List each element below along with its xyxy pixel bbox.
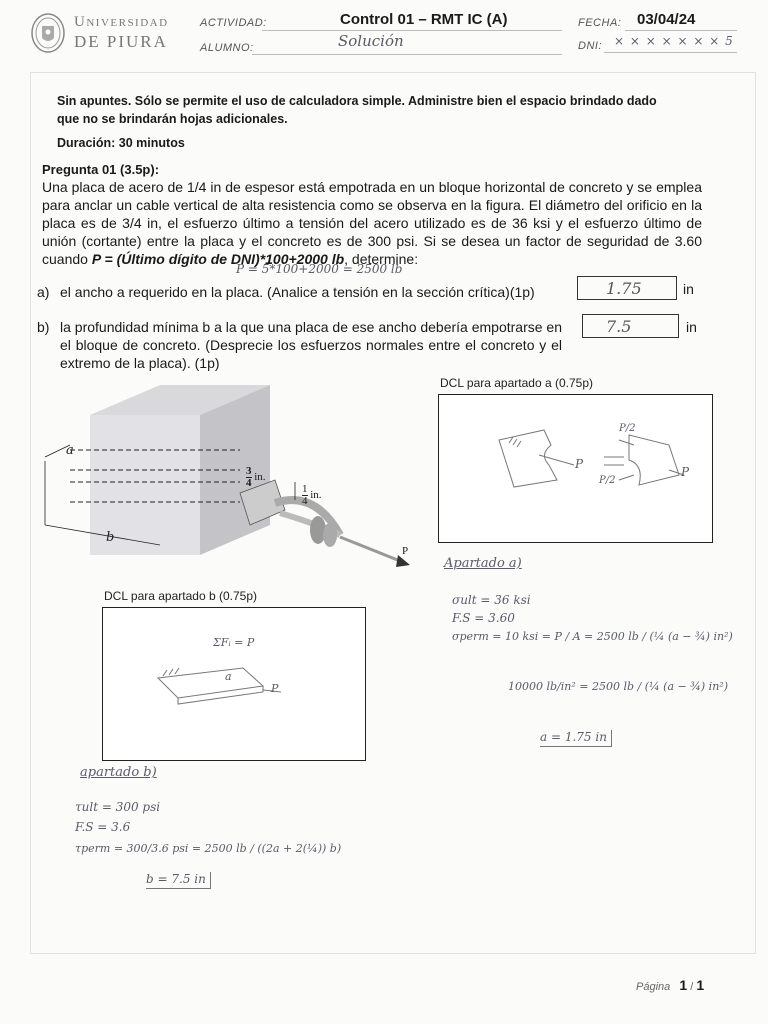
solution-b-line2: F.S = 3.6: [75, 820, 131, 834]
solution-b-result: b = 7.5 in: [146, 872, 211, 889]
part-b-answer: 7.5: [606, 317, 632, 336]
part-b-label: b): [37, 319, 50, 335]
fecha-line: [625, 30, 737, 31]
dcl-a-box: [438, 394, 713, 543]
dcl-a-title: DCL para apartado a (0.75p): [440, 376, 593, 390]
solution-b-heading: apartado b): [80, 765, 157, 780]
question-body-text: Una placa de acero de 1/4 in de espesor está empotrada en un bloque horizontal de concreto y se emplea para anclar un cable vertical de alta resistencia como se observa en la figura. El diámetro del orificio en la placa es de 3/4 in, el esfuerzo último a tensión del acero utilizado es de 36 ksi y el esfuerzo último de unión (cortante) entre la placa y el concreto es de 300 psi. Si se desea un factor de seguridad de 3.60 cuando: [42, 179, 702, 267]
solution-a-result: a = 1.75 in: [540, 730, 612, 747]
fecha-label: FECHA:: [578, 17, 622, 29]
instructions-line1: Sin apuntes. Sólo se permite el uso de calculadora simple. Administre bien el espacio brindado dado: [57, 94, 657, 108]
dcl-b-sum: ΣFᵢ = P: [213, 636, 255, 649]
dni-value: × × × × × × × 5: [614, 34, 734, 48]
page-indicator: [636, 977, 704, 993]
page-label: Página: [636, 981, 671, 993]
instructions-line2: que no se brindarán hojas adicionales.: [57, 112, 288, 126]
dcl-a-p-left: P: [575, 457, 584, 471]
figure-label-hole: [246, 466, 266, 489]
dcl-b-p: P: [271, 682, 279, 695]
solution-a-line4: 10000 lb/in² = 2500 lb / (¼ (a − ¾) in²): [508, 680, 728, 693]
dcl-a-p-bot: P/2: [599, 475, 616, 486]
actividad-value: Control 01 – RMT IC (A): [340, 11, 508, 28]
page-total: 1: [696, 977, 705, 993]
handwritten-load: P = 5*100+2000 = 2500 lb: [236, 262, 403, 276]
figure-anchor-plate: [40, 385, 440, 585]
solution-a-heading: Apartado a): [444, 556, 522, 571]
question-body: [42, 178, 702, 268]
anchor-plate-illustration: [40, 385, 440, 585]
duration: Duración: 30 minutos: [57, 136, 185, 150]
dcl-b-sketch: [103, 608, 365, 760]
question-load-formula: P = (Último dígito de DNI)*100+2000 lb: [91, 251, 345, 267]
hole-den: 4: [246, 477, 252, 489]
question-title: Pregunta 01 (3.5p):: [42, 162, 160, 177]
dcl-b-a: a: [225, 670, 232, 683]
part-a-label: a): [37, 284, 50, 300]
dcl-b-title: DCL para apartado b (0.75p): [104, 589, 257, 603]
fecha-value: 03/04/24: [637, 11, 696, 28]
figure-label-b: b: [106, 530, 115, 545]
part-a-unit: in: [683, 281, 694, 297]
thick-num: 1: [302, 483, 308, 495]
page-current: 1: [679, 977, 688, 993]
alumno-value: Solución: [338, 32, 404, 50]
actividad-label: ACTIVIDAD:: [200, 17, 267, 29]
part-a-answer: 1.75: [606, 279, 642, 298]
figure-label-thickness: [302, 484, 322, 507]
page-separator: /: [690, 981, 694, 993]
solution-b-line1: τult = 300 psi: [75, 800, 161, 814]
figure-label-a: a: [66, 443, 74, 458]
dcl-b-box: [102, 607, 366, 761]
university-logo: [30, 12, 66, 54]
university-name-line1: Universidad: [74, 14, 169, 30]
question-body-end: , determine:: [344, 251, 419, 267]
university-name-line2: DE PIURA: [74, 32, 168, 51]
thick-den: 4: [302, 495, 308, 507]
solution-a-line1: σult = 36 ksi: [452, 593, 531, 607]
university-seal-icon: [30, 12, 66, 54]
dni-label: DNI:: [578, 40, 602, 52]
solution-b-line3: τperm = 300/3.6 psi = 2500 lb / ((2a + 2(¼)) b): [75, 842, 342, 855]
part-a-text: el ancho a requerido en la placa. (Analice a tensión en la sección crítica)(1p): [60, 284, 535, 300]
dni-line: [604, 52, 737, 53]
dcl-a-p-top: P/2: [619, 423, 636, 434]
solution-a-line2: F.S = 3.60: [452, 611, 515, 625]
dcl-a-p-right: P: [681, 465, 690, 479]
alumno-line: [252, 54, 562, 55]
hole-unit: in.: [254, 471, 266, 483]
alumno-label: ALUMNO:: [200, 42, 254, 54]
solution-a-line3: σperm = 10 ksi = P / A = 2500 lb / (¼ (a − ¾) in²): [452, 630, 733, 643]
part-b-text: la profundidad mínima b a la que una placa de ese ancho debería empotrarse en el bloque de concreto. (Desprecie los esfuerzos normales entre el concreto y el extremo de la placa). (1p): [60, 319, 563, 371]
thick-unit: in.: [310, 489, 322, 501]
instructions: [57, 92, 717, 152]
hole-num: 3: [246, 465, 252, 477]
figure-label-p: P: [402, 545, 409, 557]
part-b-unit: in: [686, 319, 697, 335]
actividad-line: [262, 30, 562, 31]
